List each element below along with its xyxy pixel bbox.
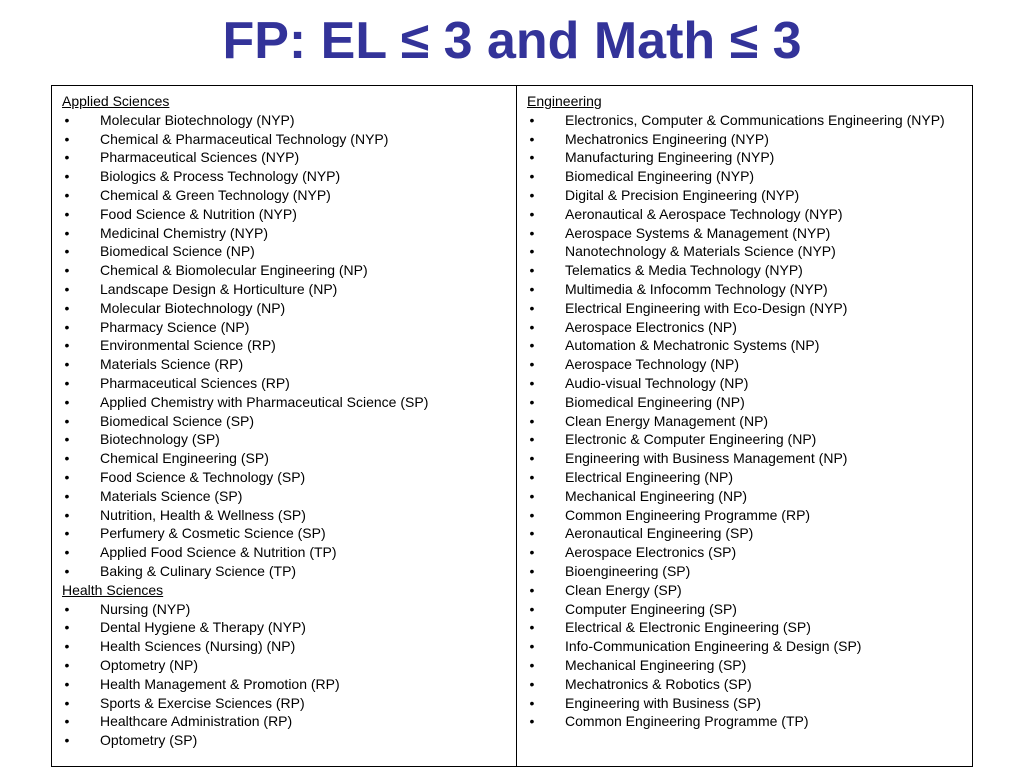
bullet-icon: •	[529, 544, 535, 561]
list-item	[62, 656, 508, 675]
list-item-label: Healthcare Administration (RP)	[100, 713, 293, 730]
list-item	[62, 449, 508, 468]
right-column	[517, 86, 972, 766]
bullet-icon: •	[64, 619, 70, 636]
list-item-label: Mechatronics Engineering (NYP)	[564, 130, 769, 147]
bullet-icon: •	[64, 544, 70, 561]
list-item-label: Chemical Engineering (SP)	[100, 450, 269, 467]
list-item	[527, 355, 964, 374]
list-item-label: Engineering with Business Management (NP)	[564, 450, 848, 467]
list-item-label: Health Management & Promotion (RP)	[100, 675, 340, 692]
bullet-icon: •	[64, 224, 70, 241]
bullet-icon: •	[529, 393, 535, 410]
list-item	[527, 543, 964, 562]
bullet-icon: •	[529, 186, 535, 203]
list-item-label: Chemical & Pharmaceutical Technology (NYP)	[100, 130, 389, 147]
list-item-label: Biomedical Engineering (NP)	[564, 393, 745, 410]
bullet-icon: •	[529, 600, 535, 617]
list-item-label: Automation & Mechatronic Systems (NP)	[564, 337, 820, 354]
list-item-label: Multimedia & Infocomm Technology (NYP)	[564, 280, 828, 297]
list-item	[527, 506, 964, 525]
list-item-label: Nutrition, Health & Wellness (SP)	[100, 506, 306, 523]
bullet-icon: •	[64, 525, 70, 542]
list-item-label: Health Sciences (Nursing) (NP)	[100, 638, 296, 655]
bullet-icon: •	[64, 262, 70, 279]
list-item	[62, 336, 508, 355]
bullet-icon: •	[64, 732, 70, 749]
list-item-label: Optometry (NP)	[100, 656, 199, 673]
bullet-icon: •	[529, 149, 535, 166]
list-item	[62, 468, 508, 487]
bullet-icon: •	[529, 337, 535, 354]
list-item-label: Clean Energy (SP)	[564, 581, 682, 598]
list-item-label: Materials Science (RP)	[100, 356, 244, 373]
list-item-label: Molecular Biotechnology (NYP)	[100, 111, 295, 128]
list-item-label: Common Engineering Programme (RP)	[564, 506, 811, 523]
left-column	[52, 86, 517, 766]
bullet-icon: •	[529, 506, 535, 523]
list-item	[527, 637, 964, 656]
list-item-label: Perfumery & Cosmetic Science (SP)	[100, 525, 326, 542]
list-item	[527, 656, 964, 675]
list-item	[527, 111, 964, 130]
list-item-label: Pharmaceutical Sciences (RP)	[100, 374, 290, 391]
bullet-icon: •	[529, 205, 535, 222]
bullet-icon: •	[64, 299, 70, 316]
list-item-label: Common Engineering Programme (TP)	[564, 713, 809, 730]
bullet-icon: •	[529, 713, 535, 730]
list-item-label: Landscape Design & Horticulture (NP)	[100, 280, 338, 297]
list-item	[527, 148, 964, 167]
list-item-label: Biomedical Science (SP)	[100, 412, 255, 429]
bullet-icon: •	[64, 393, 70, 410]
list-item-label: Info-Communication Engineering & Design (SP)	[564, 638, 862, 655]
list-item-label: Engineering with Business (SP)	[564, 694, 762, 711]
list-item-label: Biologics & Process Technology (NYP)	[100, 168, 341, 185]
list-item	[62, 186, 508, 205]
bullet-icon: •	[64, 168, 70, 185]
list-item-label: Electronic & Computer Engineering (NP)	[564, 431, 817, 448]
bullet-icon: •	[64, 186, 70, 203]
bullet-icon: •	[529, 431, 535, 448]
bullet-icon: •	[64, 506, 70, 523]
list-item	[527, 130, 964, 149]
page-title: FP: EL ≤ 3 and Math ≤ 3	[222, 12, 802, 70]
list-item	[62, 111, 508, 130]
bullet-icon: •	[64, 337, 70, 354]
list-item-label: Optometry (SP)	[100, 732, 198, 749]
bullet-icon: •	[529, 487, 535, 504]
list-item-label: Medicinal Chemistry (NYP)	[100, 224, 269, 241]
list-item-label: Dental Hygiene & Therapy (NYP)	[100, 619, 306, 636]
list-item	[62, 524, 508, 543]
list-item	[62, 712, 508, 731]
list-item	[527, 186, 964, 205]
list-item-label: Mechanical Engineering (NP)	[564, 487, 748, 504]
bullet-icon: •	[529, 262, 535, 279]
list-item-label: Bioengineering (SP)	[564, 562, 691, 579]
list-item-label: Aerospace Electronics (SP)	[564, 544, 737, 561]
bullet-icon: •	[529, 656, 535, 673]
list-item	[527, 336, 964, 355]
bullet-icon: •	[529, 675, 535, 692]
list-item	[527, 318, 964, 337]
bullet-icon: •	[529, 694, 535, 711]
list-item	[62, 562, 508, 581]
list-item-label: Baking & Culinary Science (TP)	[100, 562, 297, 579]
list-item	[62, 299, 508, 318]
list-item	[62, 205, 508, 224]
bullet-icon: •	[64, 713, 70, 730]
list-item	[62, 318, 508, 337]
bullet-icon: •	[64, 638, 70, 655]
list-item-label: Pharmacy Science (NP)	[100, 318, 250, 335]
list-item-label: Food Science & Technology (SP)	[100, 468, 306, 485]
bullet-icon: •	[529, 130, 535, 147]
list-item	[527, 393, 964, 412]
list-item	[527, 299, 964, 318]
bullet-icon: •	[529, 168, 535, 185]
list-item-label: Nursing (NYP)	[100, 600, 191, 617]
list-item	[527, 675, 964, 694]
bullet-icon: •	[529, 619, 535, 636]
list-item-label: Biomedical Engineering (NYP)	[564, 168, 755, 185]
list-item	[62, 242, 508, 261]
list-item	[62, 618, 508, 637]
bullet-icon: •	[529, 280, 535, 297]
list-item-label: Electrical Engineering (NP)	[564, 468, 734, 485]
list-item	[62, 224, 508, 243]
list-item	[527, 205, 964, 224]
list-item-label: Environmental Science (RP)	[100, 337, 276, 354]
list-item	[527, 487, 964, 506]
bullet-icon: •	[64, 356, 70, 373]
list-item-label: Pharmaceutical Sciences (NYP)	[100, 149, 300, 166]
bullet-icon: •	[64, 205, 70, 222]
bullet-icon: •	[529, 412, 535, 429]
list-item-label: Aerospace Systems & Management (NYP)	[564, 224, 831, 241]
list-item	[527, 600, 964, 619]
bullet-icon: •	[64, 431, 70, 448]
course-list	[62, 111, 508, 581]
list-item-label: Sports & Exercise Sciences (RP)	[100, 694, 305, 711]
list-item	[527, 224, 964, 243]
list-item	[62, 543, 508, 562]
bullet-icon: •	[64, 450, 70, 467]
list-item	[527, 412, 964, 431]
course-list	[62, 600, 508, 750]
list-item-label: Telematics & Media Technology (NYP)	[564, 262, 803, 279]
bullet-icon: •	[64, 243, 70, 260]
list-item-label: Audio-visual Technology (NP)	[564, 374, 749, 391]
list-item	[62, 600, 508, 619]
list-item-label: Applied Chemistry with Pharmaceutical Science (SP)	[100, 393, 429, 410]
list-item	[527, 524, 964, 543]
bullet-icon: •	[64, 111, 70, 128]
list-item-label: Materials Science (SP)	[100, 487, 243, 504]
list-item	[62, 355, 508, 374]
list-item-label: Electrical & Electronic Engineering (SP)	[564, 619, 811, 636]
bullet-icon: •	[529, 638, 535, 655]
list-item	[62, 637, 508, 656]
bullet-icon: •	[529, 356, 535, 373]
list-item	[527, 618, 964, 637]
bullet-icon: •	[64, 468, 70, 485]
bullet-icon: •	[529, 318, 535, 335]
list-item-label: Aerospace Electronics (NP)	[564, 318, 737, 335]
list-item	[62, 374, 508, 393]
list-item-label: Biotechnology (SP)	[100, 431, 220, 448]
list-item-label: Mechanical Engineering (SP)	[564, 656, 747, 673]
list-item-label: Clean Energy Management (NP)	[564, 412, 769, 429]
list-item-label: Mechatronics & Robotics (SP)	[564, 675, 752, 692]
bullet-icon: •	[529, 525, 535, 542]
bullet-icon: •	[64, 694, 70, 711]
list-item-label: Aerospace Technology (NP)	[564, 356, 740, 373]
list-item-label: Chemical & Green Technology (NYP)	[100, 186, 331, 203]
list-item-label: Molecular Biotechnology (NP)	[100, 299, 286, 316]
list-item	[62, 675, 508, 694]
list-item	[527, 374, 964, 393]
list-item	[527, 562, 964, 581]
bullet-icon: •	[529, 468, 535, 485]
list-item	[62, 393, 508, 412]
course-list	[527, 111, 964, 731]
section-heading: Engineering	[526, 93, 602, 109]
list-item-label: Biomedical Science (NP)	[100, 243, 255, 260]
list-item	[62, 487, 508, 506]
bullet-icon: •	[529, 562, 535, 579]
list-item-label: Aeronautical & Aerospace Technology (NYP)	[564, 205, 843, 222]
list-item-label: Manufacturing Engineering (NYP)	[564, 149, 775, 166]
list-item	[62, 148, 508, 167]
bullet-icon: •	[64, 130, 70, 147]
bullet-icon: •	[64, 675, 70, 692]
list-item-label: Food Science & Nutrition (NYP)	[100, 205, 297, 222]
bullet-icon: •	[529, 374, 535, 391]
bullet-icon: •	[64, 487, 70, 504]
bullet-icon: •	[64, 656, 70, 673]
bullet-icon: •	[64, 318, 70, 335]
bullet-icon: •	[529, 111, 535, 128]
list-item	[527, 242, 964, 261]
list-item	[62, 280, 508, 299]
list-item	[527, 449, 964, 468]
list-item	[527, 261, 964, 280]
section-heading: Applied Sciences	[62, 93, 170, 109]
list-item	[62, 694, 508, 713]
list-item-label: Computer Engineering (SP)	[564, 600, 737, 617]
list-item	[527, 468, 964, 487]
list-item-label: Nanotechnology & Materials Science (NYP)	[564, 243, 836, 260]
bullet-icon: •	[529, 243, 535, 260]
list-item	[62, 506, 508, 525]
list-item	[527, 581, 964, 600]
list-item-label: Digital & Precision Engineering (NYP)	[564, 186, 800, 203]
list-item	[62, 731, 508, 750]
bullet-icon: •	[64, 280, 70, 297]
list-item	[62, 430, 508, 449]
list-item	[527, 280, 964, 299]
bullet-icon: •	[64, 149, 70, 166]
bullet-icon: •	[64, 600, 70, 617]
bullet-icon: •	[64, 374, 70, 391]
bullet-icon: •	[529, 581, 535, 598]
list-item-label: Chemical & Biomolecular Engineering (NP)	[100, 262, 368, 279]
list-item	[62, 130, 508, 149]
list-item	[527, 694, 964, 713]
bullet-icon: •	[64, 412, 70, 429]
bullet-icon: •	[64, 562, 70, 579]
list-item	[527, 167, 964, 186]
list-item-label: Aeronautical Engineering (SP)	[564, 525, 754, 542]
bullet-icon: •	[529, 450, 535, 467]
section-heading: Health Sciences	[62, 581, 164, 598]
list-item-label: Electrical Engineering with Eco-Design (NYP)	[564, 299, 848, 316]
list-item	[527, 430, 964, 449]
list-item	[62, 261, 508, 280]
course-table	[51, 85, 973, 767]
bullet-icon: •	[529, 299, 535, 316]
list-item-label: Applied Food Science & Nutrition (TP)	[100, 544, 337, 561]
bullet-icon: •	[529, 224, 535, 241]
list-item-label: Electronics, Computer & Communications Engineering (NYP)	[564, 111, 945, 128]
list-item	[62, 412, 508, 431]
list-item	[62, 167, 508, 186]
list-item	[527, 712, 964, 731]
